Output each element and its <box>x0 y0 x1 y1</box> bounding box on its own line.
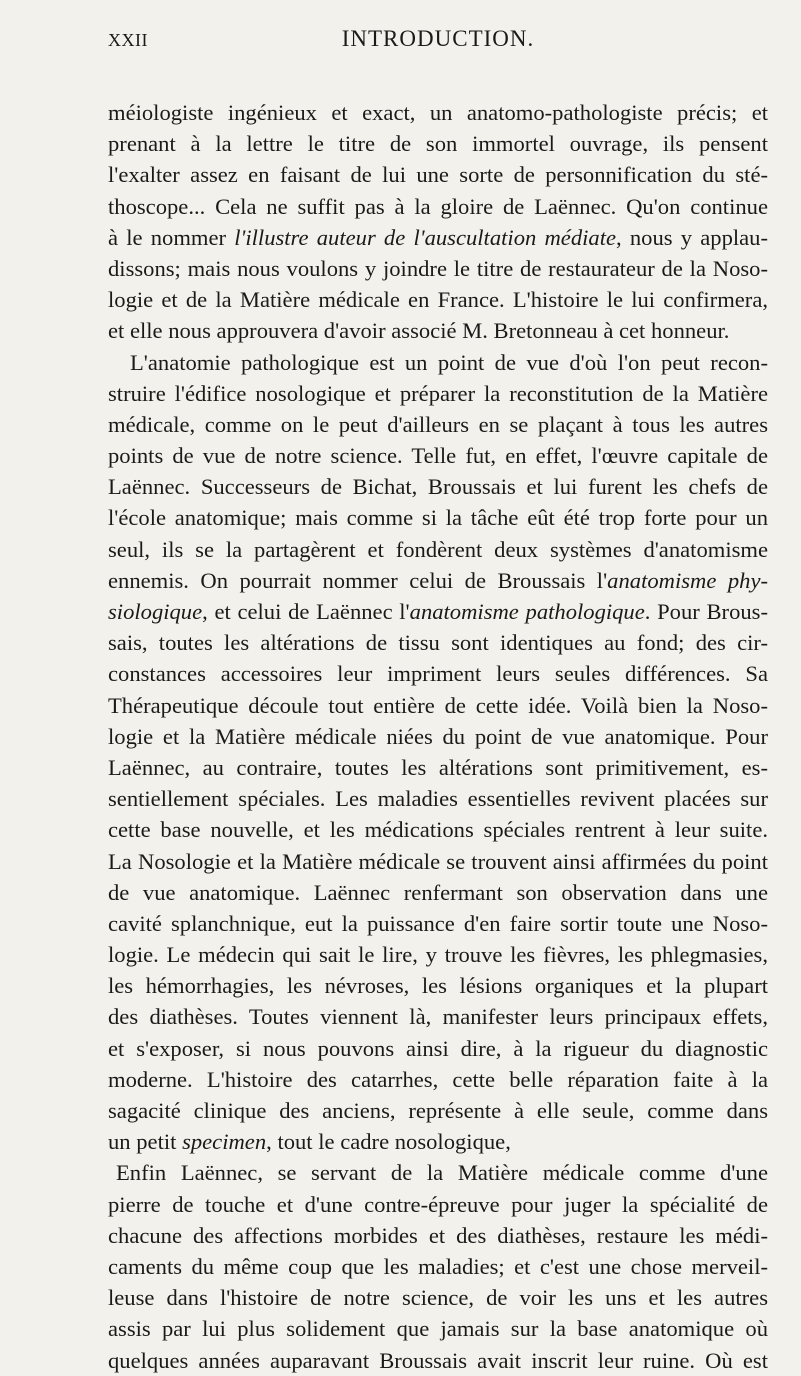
text-line <box>108 1001 768 1032</box>
text-line <box>108 1313 768 1344</box>
running-title: INTRODUCTION. <box>341 26 535 51</box>
text-segment: , nous y applau- <box>616 224 769 250</box>
text-line <box>108 908 768 939</box>
text-segment: seul, ils se la partagèrent et fondèrent deux systèmes d'anatomisme <box>108 536 768 562</box>
text-line <box>108 1064 768 1095</box>
italic-text: l'illustre auteur de l'auscultation médiate <box>234 224 617 250</box>
text-segment: et elle nous approuvera d'avoir associé M. Bretonneau à cet honneur. <box>108 318 730 344</box>
text-segment: constances accessoires leur impriment leurs seules différences. Sa <box>108 661 768 687</box>
text-line <box>108 846 768 877</box>
text-line <box>108 752 768 783</box>
text-segment: et s'exposer, si nous pouvons ainsi dire, à la rigueur du diagnostic <box>108 1035 768 1061</box>
text-line <box>108 970 768 1001</box>
italic-text: siologique <box>108 599 203 624</box>
text-line <box>108 1126 768 1157</box>
text-segment: l'école anatomique; mais comme si la tâche eût été trop forte pour un <box>108 505 768 531</box>
text-line <box>108 783 768 814</box>
text-line <box>108 1220 768 1251</box>
text-segment: pierre de touche et d'une contre-épreuve pour juger la spécialité de <box>108 1191 768 1217</box>
text-segment: les hémorrhagies, les névroses, les lésions organiques et la plupart <box>108 973 768 999</box>
text-segment: un petit <box>108 1129 183 1155</box>
text-line <box>108 378 768 409</box>
text-line <box>108 471 768 502</box>
text-line <box>108 128 768 159</box>
text-line <box>108 284 768 315</box>
text-segment: sagacité clinique des anciens, représente à elle seule, comme dans <box>108 1098 768 1123</box>
text-segment: struire l'édifice nosologique et préparer la reconstitution de la Matière <box>108 380 768 406</box>
text-segment: assis par lui plus solidement que jamais sur la base anatomique où <box>108 1316 768 1342</box>
text-segment: moderne. L'histoire des catarrhes, cette belle réparation faite à la <box>108 1066 768 1092</box>
italic-text: specimen <box>182 1129 267 1155</box>
text-segment: thoscope... Cela ne suffit pas à la gloire de Laënnec. Qu'on continue <box>108 193 768 219</box>
text-segment: cette base nouvelle, et les médications spéciales rentrent à leur suite. <box>108 817 768 843</box>
text-line <box>108 409 768 440</box>
text-segment: Laënnec. Successeurs de Bichat, Broussais et lui furent les chefs de <box>108 474 768 500</box>
text-segment: cavité splanchnique, eut la puissance d'en faire sortir toute une Noso- <box>108 910 768 936</box>
text-segment: dissons; mais nous voulons y joindre le titre de restaurateur de la Noso- <box>108 255 768 281</box>
text-segment: points de vue de notre science. Telle fut, en effet, l'œuvre capitale de <box>108 443 768 469</box>
text-segment: de vue anatomique. Laënnec renfermant son observation dans une <box>108 879 768 905</box>
text-line <box>108 596 768 627</box>
text-segment: , tout le cadre nosologique, <box>266 1129 511 1155</box>
text-line <box>108 159 768 190</box>
text-segment: Thérapeutique découle tout entière de cette idée. Voilà bien la Noso- <box>108 692 768 718</box>
text-line <box>108 534 768 565</box>
text-line <box>108 253 768 284</box>
text-segment: sais, toutes les altérations de tissu sont identiques au fond; des cir- <box>108 630 768 656</box>
text-segment: à le nommer <box>108 224 235 250</box>
text-line <box>108 1189 768 1220</box>
page-header <box>108 8 768 50</box>
text-segment: méiologiste ingénieux et exact, un anatomo-pathologiste précis; et <box>108 100 768 125</box>
text-segment: logie et la Matière médicale niées du point de vue anatomique. Pour <box>108 723 768 749</box>
text-line <box>108 502 768 533</box>
text-segment: sentiellement spéciales. Les maladies essentielles revivent placées sur <box>108 786 768 812</box>
text-line <box>108 1157 768 1188</box>
text-segment: , et celui de Laënnec l' <box>202 599 410 624</box>
text-line <box>108 1282 768 1313</box>
text-line <box>108 440 768 471</box>
text-line <box>108 1251 768 1282</box>
text-segment: logie et de la Matière médicale en France. L'histoire le lui confirmera, <box>108 287 768 313</box>
text-line <box>108 97 768 128</box>
text-segment: prenant à la lettre le titre de son immortel ouvrage, ils pensent <box>108 131 768 157</box>
text-line <box>108 690 768 721</box>
text-line <box>108 1033 768 1064</box>
text-segment: Laënnec, au contraire, toutes les altérations sont primitivement, es- <box>108 754 768 780</box>
text-segment: caments du même coup que les maladies; et c'est une chose merveil- <box>108 1253 768 1279</box>
text-segment: logie. Le médecin qui sait le lire, y trouve les fièvres, les phlegmasies, <box>108 942 768 968</box>
text-line <box>108 814 768 845</box>
text-line <box>108 1095 768 1126</box>
body-text <box>108 97 768 1376</box>
text-segment: . Pour Brous- <box>644 599 768 624</box>
text-line <box>108 222 768 253</box>
text-segment: des diathèses. Toutes viennent là, manifester leurs principaux effets, <box>108 1004 768 1030</box>
text-line <box>108 565 768 596</box>
italic-text: anatomisme pathologique <box>409 599 645 624</box>
text-line <box>108 315 768 346</box>
text-segment: médicale, comme on le peut d'ailleurs en se plaçant à tous les autres <box>108 411 768 437</box>
page-number: XXII <box>108 30 148 50</box>
text-line <box>108 627 768 658</box>
text-segment: La Nosologie et la Matière médicale se trouvent ainsi affirmées du point <box>108 848 768 874</box>
italic-text: anatomisme phy- <box>607 567 768 593</box>
text-line <box>108 939 768 970</box>
text-segment: quelques années auparavant Broussais avait inscrit leur ruine. Où est <box>108 1347 768 1373</box>
text-segment: leuse dans l'histoire de notre science, de voir les uns et les autres <box>108 1285 768 1311</box>
text-segment: ennemis. On pourrait nommer celui de Broussais l' <box>108 567 608 593</box>
text-segment: Enfin Laënnec, se servant de la Matière médicale comme d'une <box>116 1160 768 1186</box>
text-line <box>108 1345 768 1376</box>
text-line <box>108 347 768 378</box>
text-segment: l'exalter assez en faisant de lui une sorte de personnification du sté- <box>108 162 768 188</box>
text-line <box>108 191 768 222</box>
text-line <box>108 877 768 908</box>
text-line <box>108 658 768 689</box>
text-segment: chacune des affections morbides et des diathèses, restaure les médi- <box>108 1222 768 1248</box>
text-line <box>108 721 768 752</box>
text-segment: L'anatomie pathologique est un point de vue d'où l'on peut recon- <box>130 349 768 375</box>
